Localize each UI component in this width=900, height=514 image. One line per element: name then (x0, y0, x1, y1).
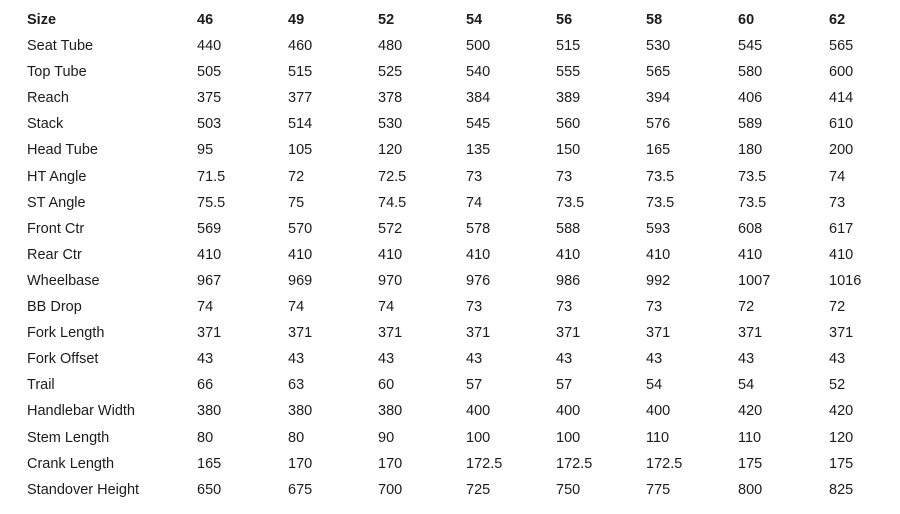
header-size-54: 54 (466, 12, 483, 28)
row-label: ST Angle (27, 194, 86, 211)
row-label: Crank Length (27, 455, 115, 472)
table-cell: 74 (288, 299, 305, 316)
row-label: Reach (27, 90, 69, 107)
table-cell: 380 (288, 403, 313, 420)
table-cell: 480 (378, 38, 403, 55)
row-label: Fork Offset (27, 351, 99, 368)
table-cell: 74 (829, 168, 846, 185)
table-cell: 414 (829, 90, 854, 107)
table-cell: 969 (288, 272, 313, 289)
table-cell: 608 (738, 220, 763, 237)
row-label: BB Drop (27, 299, 82, 316)
table-cell: 43 (556, 351, 573, 368)
table-cell: 750 (556, 481, 581, 498)
header-size-62: 62 (829, 12, 846, 28)
table-cell: 725 (466, 481, 491, 498)
table-cell: 105 (288, 142, 313, 159)
table-cell: 75.5 (197, 194, 226, 211)
table-cell: 43 (466, 351, 483, 368)
table-cell: 384 (466, 90, 491, 107)
table-cell: 60 (378, 377, 395, 394)
table-cell: 71.5 (197, 168, 226, 185)
row-label: Standover Height (27, 481, 140, 498)
table-cell: 135 (466, 142, 491, 159)
table-cell: 73.5 (738, 168, 767, 185)
table-cell: 110 (646, 429, 670, 446)
table-cell: 576 (646, 116, 671, 133)
table-cell: 440 (197, 38, 222, 55)
table-cell: 515 (288, 64, 313, 81)
table-cell: 569 (197, 220, 222, 237)
table-cell: 80 (197, 429, 214, 446)
table-cell: 172.5 (646, 455, 683, 472)
table-cell: 400 (466, 403, 491, 420)
row-label: HT Angle (27, 168, 87, 185)
header-size-58: 58 (646, 12, 663, 28)
table-cell: 66 (197, 377, 214, 394)
table-cell: 172.5 (556, 455, 593, 472)
table-row (0, 216, 900, 242)
table-cell: 43 (646, 351, 663, 368)
table-cell: 74 (197, 299, 214, 316)
table-row (0, 425, 900, 451)
table-cell: 43 (378, 351, 395, 368)
table-cell: 150 (556, 142, 581, 159)
table-row (0, 268, 900, 294)
table-row (0, 59, 900, 85)
table-cell: 545 (466, 116, 491, 133)
table-cell: 420 (738, 403, 763, 420)
table-cell: 73.5 (556, 194, 585, 211)
table-cell: 410 (288, 246, 313, 263)
table-cell: 675 (288, 481, 313, 498)
table-cell: 650 (197, 481, 222, 498)
table-cell: 555 (556, 64, 581, 81)
table-cell: 43 (738, 351, 755, 368)
table-cell: 371 (738, 325, 763, 342)
table-cell: 371 (378, 325, 403, 342)
table-row (0, 137, 900, 163)
table-cell: 73 (556, 299, 573, 316)
table-cell: 389 (556, 90, 581, 107)
table-row (0, 346, 900, 372)
table-row (0, 242, 900, 268)
row-label: Wheelbase (27, 272, 100, 289)
table-cell: 120 (829, 429, 854, 446)
table-cell: 410 (378, 246, 403, 263)
header-size-56: 56 (556, 12, 573, 28)
table-cell: 394 (646, 90, 671, 107)
table-cell: 110 (738, 429, 762, 446)
table-cell: 170 (288, 455, 313, 472)
table-cell: 165 (197, 455, 222, 472)
table-cell: 43 (288, 351, 305, 368)
table-cell: 72 (288, 168, 305, 185)
table-cell: 54 (738, 377, 755, 394)
row-label: Stem Length (27, 429, 110, 446)
table-cell: 180 (738, 142, 763, 159)
table-cell: 73 (646, 299, 663, 316)
table-cell: 1007 (738, 272, 771, 289)
table-cell: 371 (466, 325, 491, 342)
table-cell: 600 (829, 64, 854, 81)
table-cell: 371 (556, 325, 581, 342)
row-label: Fork Length (27, 325, 105, 342)
header-size-52: 52 (378, 12, 395, 28)
table-cell: 200 (829, 142, 854, 159)
row-label: Front Ctr (27, 220, 85, 237)
table-row (0, 320, 900, 346)
table-cell: 100 (556, 429, 581, 446)
table-cell: 80 (288, 429, 305, 446)
table-cell: 400 (646, 403, 671, 420)
table-cell: 380 (378, 403, 403, 420)
table-cell: 72 (829, 299, 846, 316)
row-label: Trail (27, 377, 55, 394)
table-cell: 976 (466, 272, 491, 289)
table-cell: 57 (556, 377, 573, 394)
table-cell: 72.5 (378, 168, 407, 185)
table-cell: 410 (829, 246, 854, 263)
table-cell: 565 (829, 38, 854, 55)
table-cell: 775 (646, 481, 671, 498)
table-cell: 172.5 (466, 455, 503, 472)
header-size-46: 46 (197, 12, 214, 28)
row-label: Seat Tube (27, 38, 94, 55)
geometry-table (0, 7, 900, 503)
table-cell: 410 (646, 246, 671, 263)
header-size-label: Size (27, 12, 57, 28)
table-cell: 578 (466, 220, 491, 237)
table-cell: 73 (466, 299, 483, 316)
table-cell: 57 (466, 377, 483, 394)
table-row (0, 164, 900, 190)
table-cell: 986 (556, 272, 581, 289)
table-row (0, 398, 900, 424)
table-cell: 371 (646, 325, 671, 342)
table-cell: 589 (738, 116, 763, 133)
table-cell: 565 (646, 64, 671, 81)
table-cell: 95 (197, 142, 214, 159)
table-cell: 825 (829, 481, 854, 498)
table-cell: 165 (646, 142, 671, 159)
table-cell: 371 (197, 325, 222, 342)
table-cell: 73.5 (738, 194, 767, 211)
table-cell: 800 (738, 481, 763, 498)
table-cell: 74 (466, 194, 483, 211)
table-row (0, 190, 900, 216)
row-label: Head Tube (27, 142, 98, 159)
table-cell: 514 (288, 116, 313, 133)
table-cell: 593 (646, 220, 671, 237)
table-cell: 380 (197, 403, 222, 420)
table-cell: 460 (288, 38, 313, 55)
table-cell: 170 (378, 455, 403, 472)
table-cell: 530 (378, 116, 403, 133)
row-label: Rear Ctr (27, 246, 82, 263)
table-cell: 73.5 (646, 194, 675, 211)
table-cell: 420 (829, 403, 854, 420)
table-cell: 580 (738, 64, 763, 81)
table-cell: 371 (288, 325, 313, 342)
table-cell: 610 (829, 116, 854, 133)
table-cell: 377 (288, 90, 313, 107)
table-cell: 1016 (829, 272, 862, 289)
table-cell: 560 (556, 116, 581, 133)
table-row (0, 294, 900, 320)
table-cell: 375 (197, 90, 222, 107)
table-cell: 73.5 (646, 168, 675, 185)
table-cell: 515 (556, 38, 581, 55)
table-cell: 410 (738, 246, 763, 263)
table-cell: 90 (378, 429, 395, 446)
row-label: Stack (27, 116, 64, 133)
table-cell: 54 (646, 377, 663, 394)
table-cell: 73 (829, 194, 846, 211)
table-cell: 700 (378, 481, 403, 498)
table-cell: 530 (646, 38, 671, 55)
table-cell: 500 (466, 38, 491, 55)
table-header-row (0, 7, 900, 33)
table-cell: 73 (556, 168, 573, 185)
table-cell: 400 (556, 403, 581, 420)
table-cell: 74 (378, 299, 395, 316)
table-cell: 52 (829, 377, 846, 394)
table-cell: 175 (738, 455, 763, 472)
table-cell: 992 (646, 272, 671, 289)
table-cell: 73 (466, 168, 483, 185)
row-label: Top Tube (27, 64, 87, 81)
table-cell: 970 (378, 272, 403, 289)
table-row (0, 372, 900, 398)
header-size-60: 60 (738, 12, 755, 28)
table-cell: 120 (378, 142, 403, 159)
table-cell: 72 (738, 299, 755, 316)
table-cell: 43 (197, 351, 214, 368)
table-cell: 100 (466, 429, 491, 446)
table-row (0, 451, 900, 477)
header-size-49: 49 (288, 12, 305, 28)
table-cell: 540 (466, 64, 491, 81)
table-cell: 525 (378, 64, 403, 81)
table-cell: 410 (197, 246, 222, 263)
table-cell: 410 (466, 246, 491, 263)
table-cell: 617 (829, 220, 854, 237)
table-cell: 371 (829, 325, 854, 342)
table-cell: 505 (197, 64, 222, 81)
table-cell: 406 (738, 90, 763, 107)
table-cell: 572 (378, 220, 403, 237)
table-cell: 588 (556, 220, 581, 237)
table-cell: 63 (288, 377, 305, 394)
table-cell: 410 (556, 246, 581, 263)
row-label: Handlebar Width (27, 403, 135, 420)
table-cell: 75 (288, 194, 305, 211)
table-cell: 503 (197, 116, 222, 133)
table-row (0, 33, 900, 59)
table-cell: 570 (288, 220, 313, 237)
table-body (0, 33, 900, 503)
table-cell: 967 (197, 272, 222, 289)
table-row (0, 85, 900, 111)
table-cell: 378 (378, 90, 403, 107)
table-cell: 545 (738, 38, 763, 55)
table-cell: 74.5 (378, 194, 407, 211)
table-row (0, 477, 900, 503)
table-cell: 175 (829, 455, 854, 472)
table-row (0, 111, 900, 137)
table-cell: 43 (829, 351, 846, 368)
